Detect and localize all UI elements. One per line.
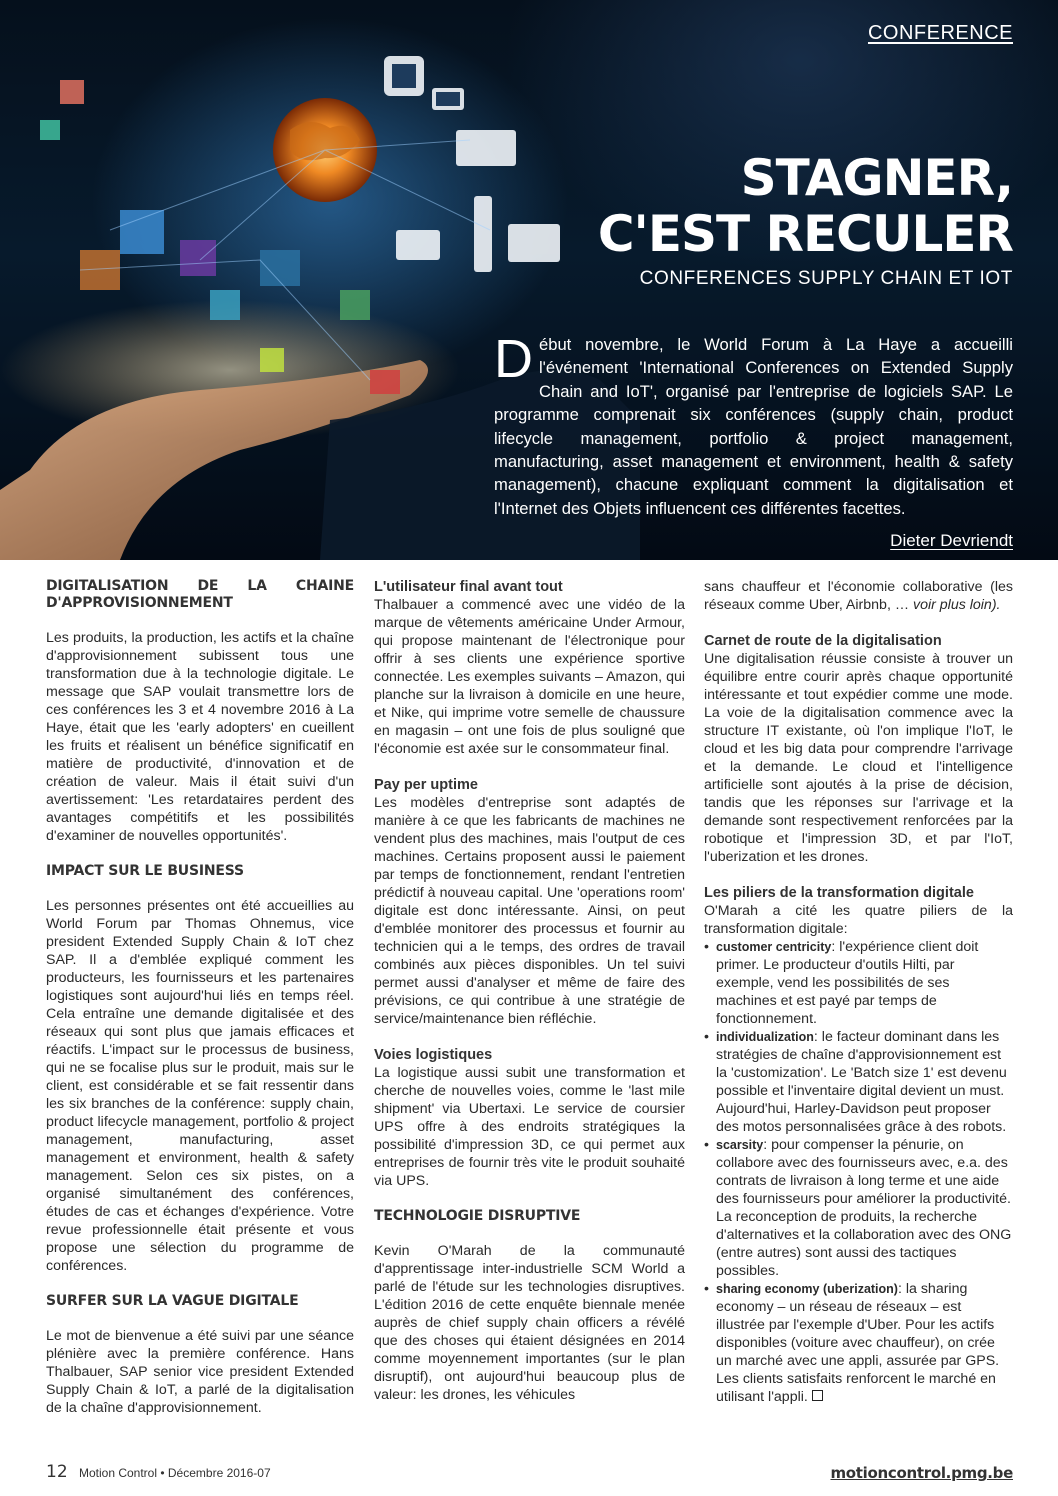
see-more-link-text: voir plus loin). xyxy=(912,597,1001,613)
list-item xyxy=(704,1028,1013,1136)
end-of-article-icon xyxy=(812,1390,823,1401)
column-3 xyxy=(704,578,1013,1406)
column-1 xyxy=(46,578,354,1417)
heading-pay-per-uptime: Pay per uptime xyxy=(374,777,478,793)
hero-image xyxy=(0,0,1058,560)
paragraph xyxy=(704,578,1013,614)
bullet-term: customer centricity xyxy=(716,940,832,954)
bullet-text: : le facteur dominant dans les stratégies de chaîne d'approvisionnement est la 'customization'. Le 'Batch size 1' est devenu possible et l'inventaire digital devient un must. Aujourd'hui, Harley-Davidson peut proposer des motos personnalisées grâce à des robots. xyxy=(716,1029,1007,1135)
pillars-list xyxy=(704,938,1013,1406)
paragraph: Une digitalisation réussie consiste à trouver un équilibre entre courir après chaque opportunité intéressante et tout expédier comme une mode. La voie de la digitalisation commence avec la structure IT existante, où l'on implique l'IoT, le cloud et les big data pour comprendre l'arrivage et la demande. Le cloud et l'intelligence artificielle sont ajoutés à la prise de décision, tandis que les réponses sur l'arrivage et la demande sont respectivement renforcées par la robotique et l'impression 3D, et par l'IoT, l'uberization et les drones. xyxy=(704,651,1013,865)
list-item xyxy=(704,1136,1013,1280)
paragraph-text: sans chauffeur et l'économie collaborative (les réseaux comme Uber, Airbnb, … xyxy=(704,579,1013,613)
heading-utilisateur: L'utilisateur final avant tout xyxy=(374,579,563,595)
magazine-issue: Motion Control • Décembre 2016-07 xyxy=(78,1466,271,1480)
bullet-text: : la sharing economy – un réseau de réseaux – est illustrée par l'exemple d'Uber. Pour les actifs disponibles (voiture avec chauffeur), on crée un marché avec une appli, assurée par GPS. Les clients satisfaits renforcent le marché en utilisant l'appli. xyxy=(716,1281,1000,1405)
paragraph: O'Marah a cité les quatre piliers de la transformation digitale: xyxy=(704,903,1013,937)
title-line-2: C'EST RECULER xyxy=(597,205,1013,263)
page-number: 12 xyxy=(46,1462,68,1482)
list-item xyxy=(704,938,1013,1028)
heading-impact: IMPACT SUR LE BUSINESS xyxy=(46,863,244,879)
bullet-text: : pour compenser la pénurie, on collabore avec des fournisseurs avec, e.a. des contrats de livraison à long terme et une aide des fournisseurs pour améliorer la productivité. La reconception de produits, la recherche d'alternatives et la collaboration avec des ONG (entre autres) sont aussi des tactiques possibles. xyxy=(716,1137,1012,1279)
paragraph: Les modèles d'entreprise sont adaptés de manière à ce que les fabricants de machines ne vendent plus des machines, mais l'output de ces machines. Certains proposent aussi le paiement par temps de fonctionnement, rendant l'entretien prédictif à nouveau capital. Une 'operations room' digitale est donc intéressante. Ainsi, on peut d'emblée monitorer des processus et fournir au technicien qui a le temps, des ordres de travail combinés aux pièces disponibles. Un tel suivi permet aussi d'analyser et même de faire des prévisions, ce qui contribue à une stratégie de service/maintenance bien réfléchie. xyxy=(374,795,685,1027)
paragraph: Les personnes présentes ont été accueillies au World Forum par Thomas Ohnemus, vice president Extended Supply Chain & IoT chez SAP. Il a d'emblée expliqué comment les producteurs, les fournisseurs et les partenaires logistiques sont aujourd'hui liés en temps réel. Cela entraîne une demande digitalisée et des réseaux qui sont plus que jamais efficaces et réactifs. L'impact sur le processus de business, qui ne se focalise plus sur le produit, mais sur le client, est considérable et se fait ressentir dans les six branches de la conférence: supply chain, product lifecycle management, portfolio & project management, manufacturing, asset management et environment, health & safety management. Selon ces six pistes, on a organisé simultanément des conférences, études de cas et échanges d'expérience. Votre revue professionnelle était présente et vous propose une sélection du programme de conférences. xyxy=(46,898,354,1274)
paragraph: La logistique aussi subit une transformation et cherche de nouvelles voies, comme le 'last mile shipment' via Ubertaxi. Le service de coursier UPS offre à des endroits stratégiques la possibilité d'impression 3D, ce qui permet aux entreprises de fournir très vite le produit souhaité via UPS. xyxy=(374,1065,685,1189)
paragraph: Le mot de bienvenue a été suivi par une séance plénière avec la première conférence. Hans Thalbauer, SAP senior vice president Extended Supply Chain & IoT, a parlé de la digitalisation de la chaîne d'approvisionnement. xyxy=(46,1328,354,1416)
bullet-term: scarsity xyxy=(716,1138,764,1152)
page-footer xyxy=(46,1462,1013,1484)
article-subtitle: CONFERENCES SUPPLY CHAIN ET IOT xyxy=(639,268,1013,289)
lead-text: ébut novembre, le World Forum à La Haye a accueilli l'événement 'International Conferences on Extended Supply Chain and IoT', organisé par l'entreprise de logiciels SAP. Le programme comprenait six conférences (supply chain, product lifecycle management, portfolio & project management, manufacturing, asset management et environment, health & safety management), chacune expliquant comment la digitalisation et l'Internet des Objets influencent ces différentes facettes. xyxy=(494,335,1013,518)
column-2 xyxy=(374,578,685,1404)
paragraph: Thalbauer a commencé avec une vidéo de la marque de vêtements américaine Under Armour, qui propose maintenant de l'électronique pour offrir à ses clients une expérience sportive connectée. Les exemples suivants – Amazon, qui planche sur la livraison à domicile en une heure, et Nike, qui imprime votre semelle de chaussure en magasin – ont une fois de plus souligné que l'économie est axée sur le consommateur final. xyxy=(374,597,685,757)
title-line-1: STAGNER, xyxy=(740,149,1013,207)
bullet-term: sharing economy (uberization) xyxy=(716,1282,898,1296)
paragraph: Kevin O'Marah de la communauté d'apprentissage inter-industrielle SCM World a parlé de l'étude sur les technologies disruptives. L'édition 2016 de cette enquête biennale menée auprès de chief supply chain officers a révélé que des choses qui étaient désignées en 2014 comme moyennement importantes (sur le plan disruptif), ont aujourd'hui beaucoup plus de valeur: les drones, les véhicules xyxy=(374,1243,685,1403)
author-byline: Dieter Devriendt xyxy=(890,531,1013,550)
section-label: CONFERENCE xyxy=(867,22,1013,44)
heading-carnet: Carnet de route de la digitalisation xyxy=(704,633,942,649)
heading-digitalisation: DIGITALISATION DE LA CHAINE D'APPROVISIONNEMENT xyxy=(46,578,354,611)
drop-cap: D xyxy=(494,329,533,389)
bullet-text: : l'expérience client doit primer. Le producteur d'outils Hilti, par exemple, vend les possibilités de ses machines et est payé par temps de fonctionnement. xyxy=(716,939,979,1027)
list-item xyxy=(704,1280,1013,1406)
bullet-term: individualization xyxy=(716,1030,814,1044)
article-title xyxy=(493,150,1013,262)
lead-paragraph xyxy=(494,329,1013,520)
heading-surfer: SURFER SUR LA VAGUE DIGITALE xyxy=(46,1293,299,1309)
heading-piliers: Les piliers de la transformation digitale xyxy=(704,885,974,901)
heading-technologie: TECHNOLOGIE DISRUPTIVE xyxy=(374,1208,581,1224)
heading-voies-logistiques: Voies logistiques xyxy=(374,1047,493,1063)
website-link[interactable]: motioncontrol.pmg.be xyxy=(830,1464,1013,1482)
paragraph: Les produits, la production, les actifs et la chaîne d'approvisionnement subissent tous une transformation due à la technologie digitale. Le message que SAP voulait transmettre lors de ces conférences les 3 et 4 novembre 2016 à La Haye, était que les 'early adopters' en cueillent les fruits et réalisent un bénéfice significatif en matière de productivité, d'innovation et de création de valeur. Mais il était suivi d'un avertissement: 'Les retardataires perdent des avantages compétitifs et les possibilités d'examiner de nouvelles opportunités'. xyxy=(46,630,354,844)
